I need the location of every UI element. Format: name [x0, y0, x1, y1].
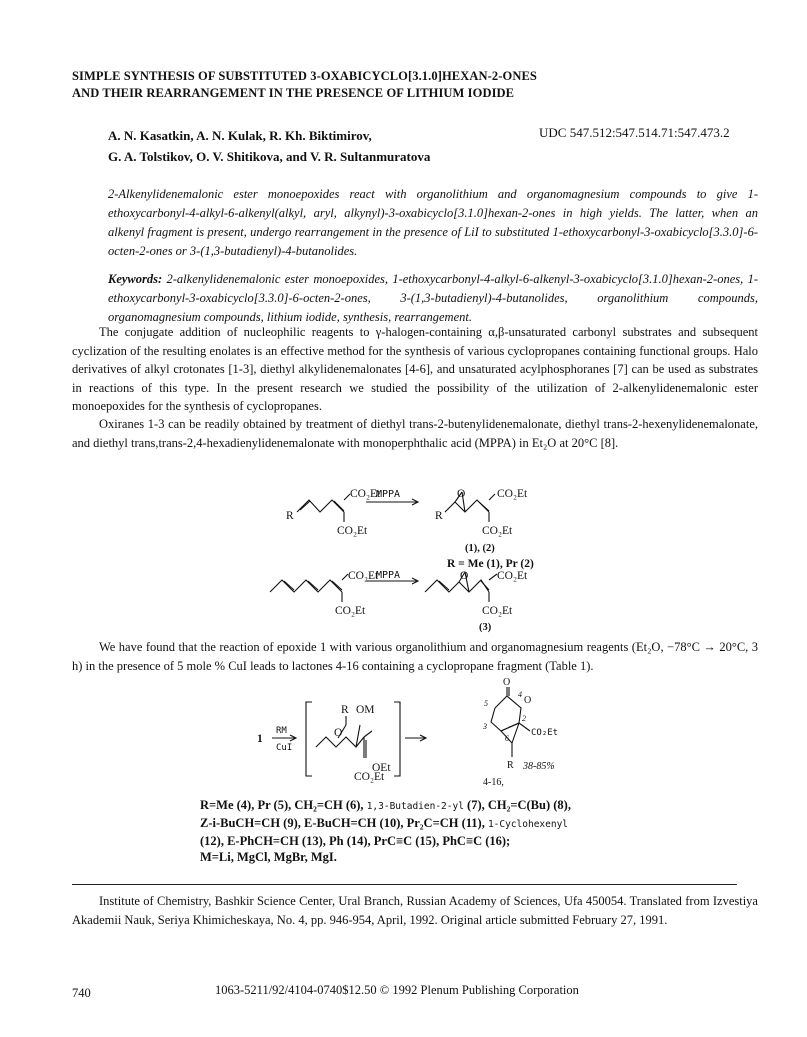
double-bond-4: [284, 581, 294, 590]
double-bond-6: [332, 581, 342, 590]
intermediate-oet-bond: [364, 731, 372, 737]
reagent-label: MPPA: [376, 570, 401, 581]
bracket-left: [306, 702, 312, 776]
bond-prod-co2et-up: [489, 494, 495, 500]
compound-line-2: [200, 815, 760, 833]
body-paragraph-3: We have found that the reaction of epoxide 1 with various organolithium and organomagnesium reagents (Et₂O, −78°C → 20°C, 3 h) in the presence of 5 mole % CuI leads to lactones 4-16 containing a cyclopropane fragment (Table 1).: [72, 640, 758, 673]
bracket-right: [394, 702, 400, 776]
lactone-ring: [491, 696, 521, 731]
body-paragraph-2: Oxiranes 1-3 can be readily obtained by treatment of diethyl trans-2-butenylidenemalonate, diethyl trans-2-hexenylidenemalonate, and diethyl trans,trans-2,4-hexadienylidenemalonate with monoperphthalic acid (MPPA) in Et₂O at 20°C [8].: [72, 417, 758, 450]
compound-line-1a: R=Me (4), Pr (5), CH₂=CH (6),: [200, 798, 367, 812]
footnote-divider: [72, 884, 737, 885]
title-line-2: AND THEIR REARRANGEMENT IN THE PRESENCE OF LITHIUM IODIDE: [72, 86, 515, 100]
scheme-2-cyclopropanation: [272, 687, 530, 776]
copyright-line: 1063-5211/92/4104-0740$12.50 © 1992 Plenum Publishing Corporation: [215, 983, 579, 997]
authors-line-2: G. A. Tolstikov, O. V. Shitikova, and V. R. Sultanmuratova: [108, 149, 431, 164]
double-bond-1: [300, 501, 310, 510]
co2et-label: CO₂Et: [335, 605, 366, 617]
compound-list: [200, 797, 760, 865]
position-4: 4: [518, 690, 522, 699]
co2et-label: CO₂Et: [482, 525, 513, 537]
r-label: R: [435, 510, 443, 522]
compound-label-1-2: (1), (2): [465, 543, 495, 554]
position-3: 3: [483, 722, 487, 731]
double-bond-8: [481, 581, 489, 590]
footnote-text: Institute of Chemistry, Bashkir Science Center, Ural Branch, Russian Academy of Sciences, Ufa 450054. Translated from Izvestiya Akademii Nauk, Seriya Khimicheskaya, No. 4, pp. 946-954, April, 1992. Original article submitted February 27, 1991.: [72, 894, 758, 927]
abstract: 2-Alkenylidenemalonic ester monoepoxides react with organolithium and organomagnesium compounds to give 1-ethoxycarbonyl-4-alkyl-6-alkenyl(alkyl, aryl, alkynyl)-3-oxabicyclo[3.1.0]hexan-2-ones in high yields. The latter, when an alkenyl fragment is present, undergo rearrangement in the presence of LiI to substituted 1-ethoxycarbonyl-3-oxabicyclo[3.3.0]-6-octen-2-ones or 3-(1,3-butadienyl)-4-butanolides.: [108, 187, 758, 258]
carbonyl-o: O: [503, 677, 511, 688]
product-label: 4-16,: [483, 777, 504, 788]
product-r: R: [507, 760, 514, 771]
product-chain-1: [445, 500, 489, 512]
double-bond-3: [479, 502, 489, 511]
intermediate-oet: OEt: [372, 762, 391, 774]
intermediate-co2et: CO₂Et: [354, 771, 385, 783]
compound-line-1-mono: 1,3-Butadien-2-yl: [366, 801, 464, 812]
compound-label-3: (3): [479, 622, 492, 633]
udc-code: UDC 547.512:547.514.71:547.473.2: [539, 125, 730, 140]
double-bond-5: [308, 581, 318, 590]
keywords-label: Keywords:: [108, 272, 163, 286]
reagent-bottom: CuI: [276, 743, 293, 753]
intermediate-r: R: [341, 704, 349, 716]
ring-o: O: [524, 695, 532, 706]
body-paragraph-1: The conjugate addition of nucleophilic reagents to γ-halogen-containing α,β-unsaturated carbonyl substrates and subsequent cyclization of the resulting enolates is an effective method for the synthesis of various cyclopropanes containing functional groups. Halo derivatives of alkyl crotonates [1-3], diethyl alkylidenemalonates [4-6], and unsaturated acylphosphoranes [7] can be used as substrates in reactions of this type. In the present research we studied the possibility of the utilization of 2-alkenylidenemalonic ester monoepoxides for the synthesis of cyclopropanes.: [72, 325, 758, 413]
position-5: 5: [484, 699, 488, 708]
double-bond-2: [334, 501, 344, 511]
co2et-label: CO₂Et: [497, 570, 528, 582]
reagent-label: MPPA: [376, 489, 401, 500]
co2et-bond: [519, 723, 530, 731]
footnote: [72, 892, 758, 930]
r-label: R: [286, 510, 294, 522]
co2et-label: CO₂Et: [482, 605, 513, 617]
co2et-label: CO₂Et: [350, 488, 381, 500]
epoxide-o-label: O: [457, 488, 466, 500]
double-bond-7: [439, 581, 449, 590]
co2et-label: CO₂Et: [337, 525, 368, 537]
bond-prod3-co2et-up: [489, 574, 497, 580]
compound-line-2-mono: 1-Cyclohexenyl: [487, 819, 569, 830]
position-6: 6: [505, 734, 509, 743]
start-compound: 1: [257, 733, 263, 745]
compound-line-3: (12), E-PhCH=CH (13), Ph (14), PrC≡C (15), PhC≡C (16);: [200, 834, 511, 848]
reagent-top: RM: [276, 726, 287, 736]
r-definition: R = Me (1), Pr (2): [447, 558, 534, 570]
reactant-chain-3: [270, 580, 342, 592]
compound-line-2a: Z-i-BuCH=CH (9), E-BuCH=CH (10), Pr₂C=CH (11),: [200, 816, 488, 830]
co2et-label: CO₂Et: [497, 488, 528, 500]
intermediate-om: OM: [356, 704, 375, 716]
compound-line-1b: (7), CH₂=C(Bu) (8),: [463, 798, 571, 812]
epoxide-o-label: O: [460, 570, 469, 582]
page-number: 740: [72, 986, 91, 1000]
title-line-1: SIMPLE SYNTHESIS OF SUBSTITUTED 3-OXABICYCLO[3.1.0]HEXAN-2-ONES: [72, 69, 537, 83]
position-2: 2: [522, 714, 526, 723]
yield-label: 38-85%: [523, 761, 555, 772]
product-co2et: CO₂Et: [531, 728, 559, 738]
keywords-text: 2-alkenylidenemalonic ester monoepoxides, 1-ethoxycarbonyl-4-alkyl-6-alkenyl-3-oxabicyclo[3.1.0]hexan-2-ones, 1-ethoxycarbonyl-3-oxabicyclo[3.3.0]-6-octen-2-ones, 3-(1,3-butadienyl)-4-butanolides, organolithium compounds, organomagnesium compounds, lithium iodide, synthesis, rearrangement.: [108, 272, 758, 324]
authors-line-1: A. N. Kasatkin, A. N. Kulak, R. Kh. Biktimirov,: [108, 128, 372, 143]
intermediate-o: O: [334, 727, 343, 739]
compound-line-4: M=Li, MgCl, MgBr, MgI.: [200, 850, 337, 864]
co2et-label: CO₂Et: [348, 570, 379, 582]
product-chain-3: [425, 580, 489, 592]
compound-line-1: [200, 797, 760, 815]
